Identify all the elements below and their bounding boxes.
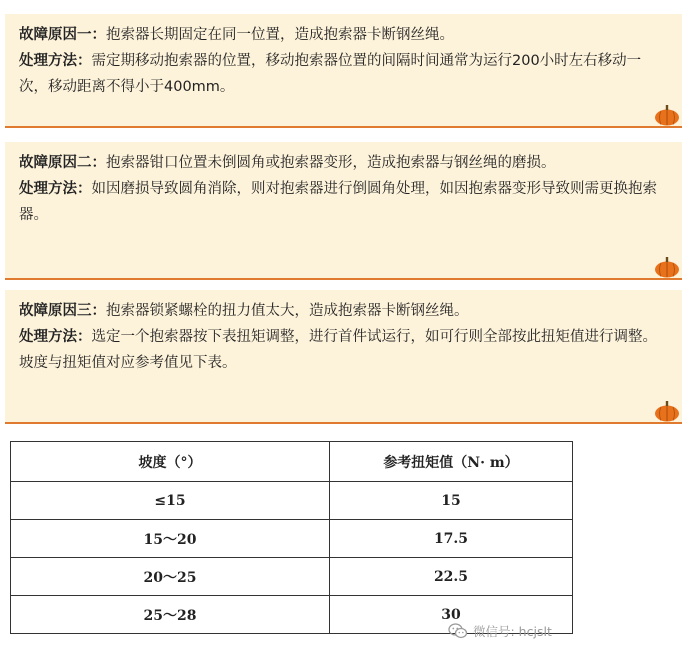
fault-card-1 <box>5 14 682 128</box>
torque-cell: 30 <box>330 596 573 634</box>
header-torque: 参考扭矩值（N· m） <box>330 442 573 482</box>
method-line <box>19 48 670 100</box>
slope-cell: 25～28 <box>11 596 330 634</box>
fault-label: 故障原因一： <box>19 27 106 43</box>
fault-line <box>19 150 670 176</box>
fault-label: 故障原因二： <box>19 155 106 171</box>
method-label: 处理方法： <box>19 53 92 69</box>
method-text: 如因磨损导致圆角消除，则对抱索器进行倒圆角处理，如因抱索器变形导致则需更换抱索器。 <box>19 181 657 223</box>
watermark <box>448 622 552 640</box>
method-label: 处理方法： <box>19 181 92 197</box>
method-line <box>19 176 670 228</box>
table-row <box>11 558 573 596</box>
fault-text: 抱索器长期固定在同一位置，造成抱索器卡断钢丝绳。 <box>106 27 454 43</box>
torque-cell: 17.5 <box>330 520 573 558</box>
fault-card-2 <box>5 142 682 280</box>
pumpkin-icon <box>654 256 680 278</box>
slope-cell: 20～25 <box>11 558 330 596</box>
wechat-icon <box>448 623 468 639</box>
fault-line <box>19 298 670 324</box>
slope-cell: ≤15 <box>11 482 330 520</box>
fault-line <box>19 22 670 48</box>
table-row <box>11 520 573 558</box>
table-header-row <box>11 442 573 482</box>
watermark-text: 微信号: hcjslt <box>473 624 552 639</box>
torque-cell: 22.5 <box>330 558 573 596</box>
pumpkin-icon <box>654 104 680 126</box>
method-line <box>19 324 670 350</box>
table-row <box>11 482 573 520</box>
method-text: 选定一个抱索器按下表扭矩调整，进行首件试运行，如可行则全部按此扭矩值进行调整。 <box>91 329 657 345</box>
slope-cell: 15～20 <box>11 520 330 558</box>
fault-text: 抱索器钳口位置未倒圆角或抱索器变形，造成抱索器与钢丝绳的磨损。 <box>106 155 556 171</box>
torque-cell: 15 <box>330 482 573 520</box>
fault-text: 抱索器锁紧螺栓的扭力值太大，造成抱索器卡断钢丝绳。 <box>106 303 469 319</box>
torque-table <box>10 441 573 634</box>
method-label: 处理方法： <box>19 329 92 345</box>
table-intro-text: 坡度与扭矩值对应参考值见下表。 <box>19 355 237 371</box>
pumpkin-icon <box>654 400 680 422</box>
fault-card-3 <box>5 290 682 424</box>
header-slope: 坡度（°） <box>11 442 330 482</box>
fault-label: 故障原因三： <box>19 303 106 319</box>
method-text: 需定期移动抱索器的位置，移动抱索器位置的间隔时间通常为运行200小时左右移动一次，移动距离不得小于400mm。 <box>19 53 642 95</box>
